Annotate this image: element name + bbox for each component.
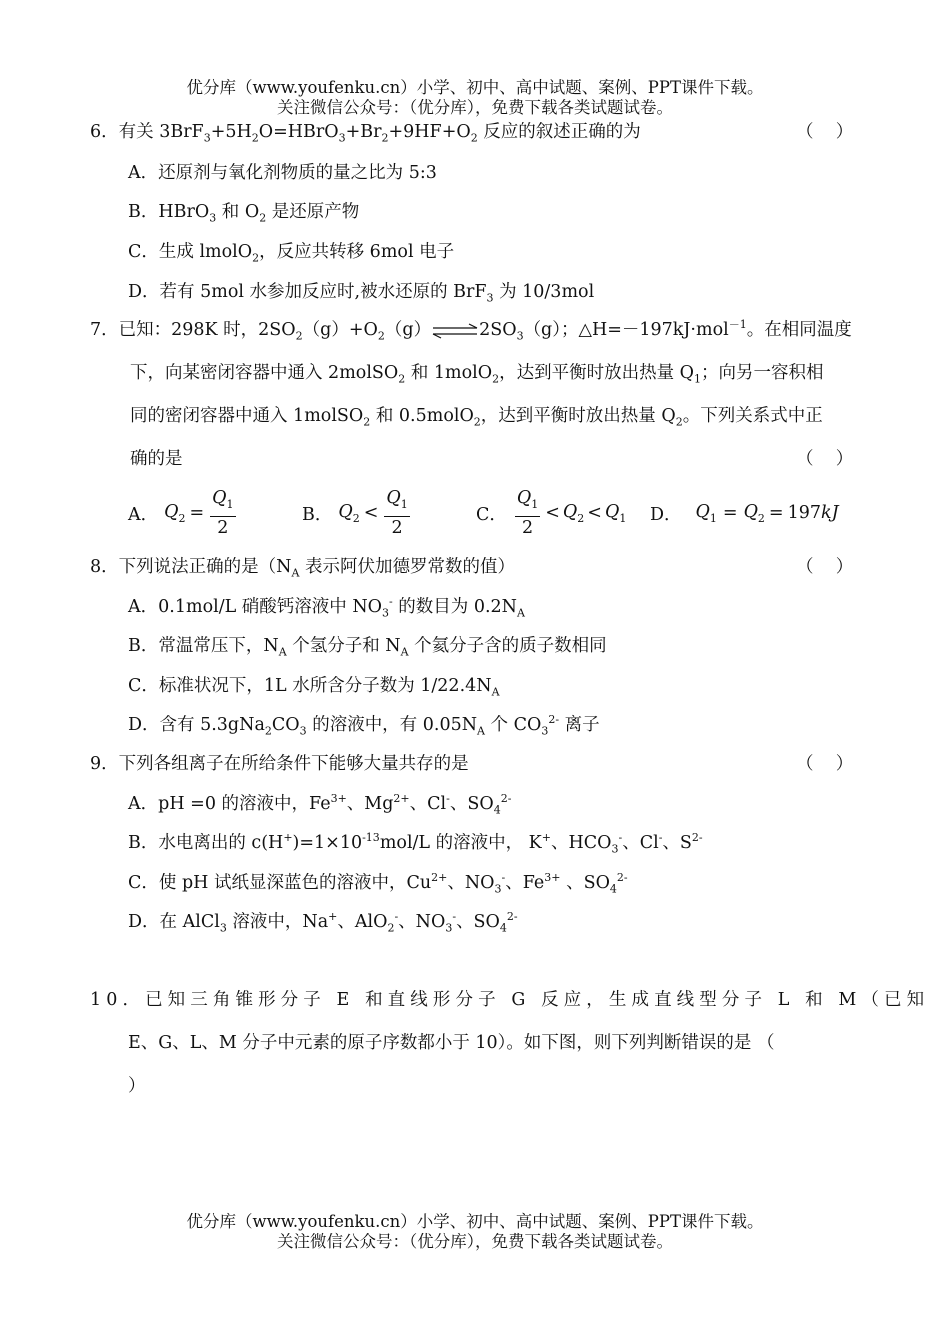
q9-option-a: A．pH =0 的溶液中，$Fe^{3+}$、$Mg^{2+}$、Cl-、$SO_4^{2-}$ <box>128 792 512 817</box>
equilibrium-arrow-icon <box>431 319 479 343</box>
q9-option-c: C．使 pH 试纸显深蓝色的溶液中，$Cu^{2+}$、$NO_3^-$、$Fe^{3+}$ 、$SO_4^{2-}$ <box>128 871 628 896</box>
q7-option-b: B． $Q_2$ < $\frac{Q_1}{2}$ <box>302 488 408 538</box>
q7-answer-paren: （ ） <box>796 449 854 469</box>
q6-option-a: A．还原剂与氧化剂物质的量之比为 5:3 <box>128 163 437 183</box>
q9-option-d: D．在 AlCl$_3$ 溶液中，Na+、AlO$_2$-、$NO_3^-$、$SO_4^{2-}$ <box>128 910 518 935</box>
q7-option-a: A． $Q_2$ = $\frac{Q_1}{2}$ <box>128 488 234 538</box>
header-line-2: 关注微信公众号：（优分库），免费下载各类试题试卷。 <box>277 98 673 117</box>
q8-option-d: D．含有 $5.3gNa_2CO_3$ 的溶液中，有 $0.05N_A$ 个 $CO_3^{2-}$ 离子 <box>128 713 600 738</box>
q7-option-d: D． $Q_1$ = $Q_2$ = 197kJ <box>650 501 839 525</box>
q10-line-2: E、G、L、M 分子中元素的原子序数都小于 10）。如下图，则下列判断错误的是 （ <box>128 1033 775 1053</box>
q8-option-c: C．标准状况下，1L 水所含分子数为 $1/22.4N_A$ <box>128 676 500 699</box>
q8-answer-paren: （ ） <box>796 557 854 577</box>
q6-option-b: B．HBrO$_3$ 和 $O_2$ 是还原产物 <box>128 202 360 225</box>
q9-answer-paren: （ ） <box>796 754 854 774</box>
q8-stem: 8．下列说法正确的是（$N_A$ 表示阿伏加德罗常数的值） <box>90 557 515 580</box>
q6-option-d: D．若有 5mol 水参加反应时,被水还原的 BrF$_3$ 为 10/3mol <box>128 282 595 305</box>
q8-option-a: A．0.1mol/L 硝酸钙溶液中 $NO_3^-$ 的数目为 $0.2N_A$ <box>128 595 525 620</box>
q10-line-1: 10．已知三角锥形分子 E 和直线形分子 G 反应，生成直线型分子 L 和 M（已知 <box>90 990 930 1010</box>
footer-line-2: 关注微信公众号：（优分库），免费下载各类试题试卷。 <box>277 1232 673 1251</box>
q6-option-c: C．生成 lmolO$_2$，反应共转移 6mol 电子 <box>128 242 455 265</box>
q6-answer-paren: （ ） <box>796 122 854 142</box>
q7-line-4: 确的是 <box>130 449 183 469</box>
q8-option-b: B．常温常压下，$N_A$ 个氢分子和 $N_A$ 个氦分子含的质子数相同 <box>128 636 607 659</box>
footer-line-1: 优分库（www.youfenku.cn）小学、初中、高中试题、案例、PPT课件下载。 <box>186 1212 764 1231</box>
q10-line-3: ） <box>128 1076 146 1096</box>
q9-stem: 9．下列各组离子在所给条件下能够大量共存的是 <box>90 754 469 774</box>
q6-stem: 6．有关 $3BrF_3+5H_2O=HBrO_3+Br_2+9HF+O_2$ 反应的叙述正确的为 <box>90 122 641 145</box>
q9-option-b: B．水电离出的 $c(H^+)=1\times 10^{-13}mol/L$ 的溶液中， K+、$HCO_3^-$、Cl-、$S^{2-}$ <box>128 831 703 856</box>
q7-line-2: 下，向某密闭容器中通入 2molSO$_2$ 和 1molO$_2$，达到平衡时放出热量 $Q_1$；向另一容积相 <box>130 363 824 386</box>
q7-line-3: 同的密闭容器中通入 1molSO$_2$ 和 0.5molO$_2$，达到平衡时放出热量 $Q_2$。下列关系式中正 <box>130 406 823 429</box>
q7-option-c: C． $\frac{Q_1}{2}$ < $Q_2$ < $Q_1$ <box>476 488 627 538</box>
q7-line-1: 7．已知：298K 时，$2SO_2(g)+O_2(g)$ $2SO_3(g)$；△H=－197kJ·mol$^{-1}$。在相同温度 <box>90 318 852 343</box>
header-line-1: 优分库（www.youfenku.cn）小学、初中、高中试题、案例、PPT课件下载。 <box>186 78 764 97</box>
